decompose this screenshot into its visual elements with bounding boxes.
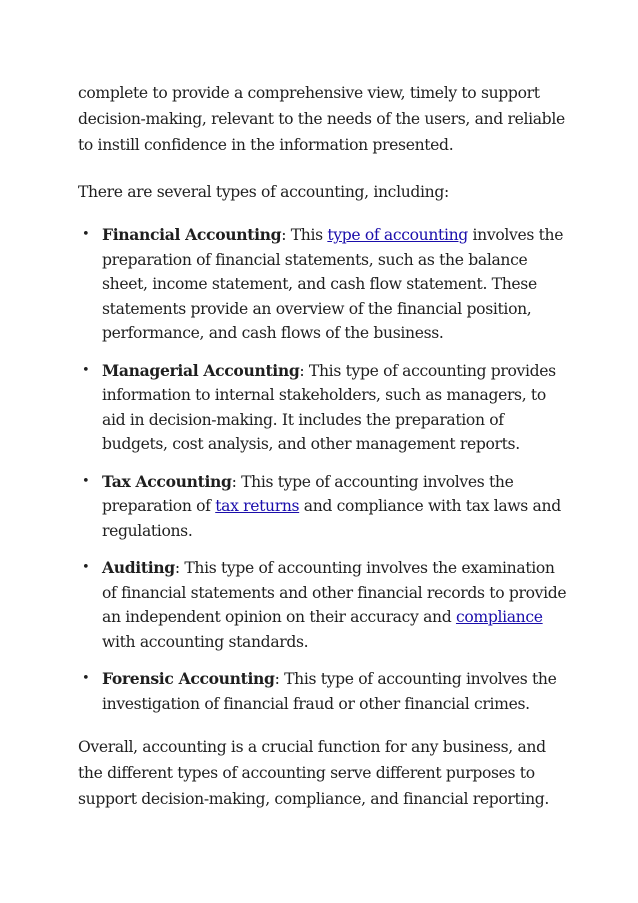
- tax-returns-link[interactable]: tax returns: [215, 497, 300, 515]
- lead-paragraph: There are several types of accounting, including:: [78, 183, 449, 201]
- term-auditing: Auditing: [102, 558, 175, 577]
- bullet-icon: •: [82, 473, 90, 489]
- item-text: : This type of accounting involves the investigation of financial fraud or other financial crimes.: [102, 670, 557, 713]
- type-of-accounting-link[interactable]: type of accounting: [327, 226, 468, 244]
- accounting-types-list: [78, 223, 568, 716]
- term-forensic-accounting: Forensic Accounting: [102, 669, 275, 688]
- item-text: involves the preparation of financial statements, such as the balance sheet, income statement, and cash flow statement. These statements provide an overview of the financial position, performance, and cash flows of the business.: [102, 226, 564, 342]
- bullet-icon: •: [82, 227, 90, 242]
- bullet-icon: •: [82, 362, 90, 378]
- document-page: [78, 80, 568, 812]
- compliance-link[interactable]: compliance: [455, 608, 543, 626]
- term-financial-accounting: Financial Accounting: [102, 225, 282, 244]
- item-text: and compliance with tax laws and regulations.: [102, 497, 561, 540]
- list-item-auditing: [78, 556, 568, 654]
- term-tax-accounting: Tax Accounting: [102, 471, 232, 491]
- list-item-forensic-accounting: [78, 667, 568, 716]
- item-text: with accounting standards.: [102, 632, 309, 651]
- closing-paragraph: Overall, accounting is a crucial function for any business, and the different types of accounting serve different purposes to support decision-making, compliance, and financial reporting.: [78, 738, 550, 808]
- intro-paragraph: complete to provide a comprehensive view, timely to support decision-making, relevant to the needs of the users, and reliable to instill confidence in the information presented.: [78, 84, 565, 154]
- list-item-tax-accounting: [78, 470, 568, 544]
- term-managerial-accounting: Managerial Accounting: [102, 360, 300, 380]
- item-text: : This type of accounting involves the examination of financial statements and other financial records to provide an independent opinion on their accuracy and: [102, 559, 567, 626]
- list-item-managerial-accounting: [78, 359, 568, 457]
- item-text: : This type of accounting involves the preparation of: [102, 472, 514, 515]
- bullet-icon: •: [82, 671, 90, 686]
- list-item-financial-accounting: [78, 223, 568, 346]
- bullet-icon: •: [82, 560, 90, 575]
- item-text: : This: [281, 226, 328, 244]
- item-text: : This type of accounting provides information to internal stakeholders, such as managers, to aid in decision-making. It includes the preparation of budgets, cost analysis, and other management reports.: [102, 361, 556, 453]
